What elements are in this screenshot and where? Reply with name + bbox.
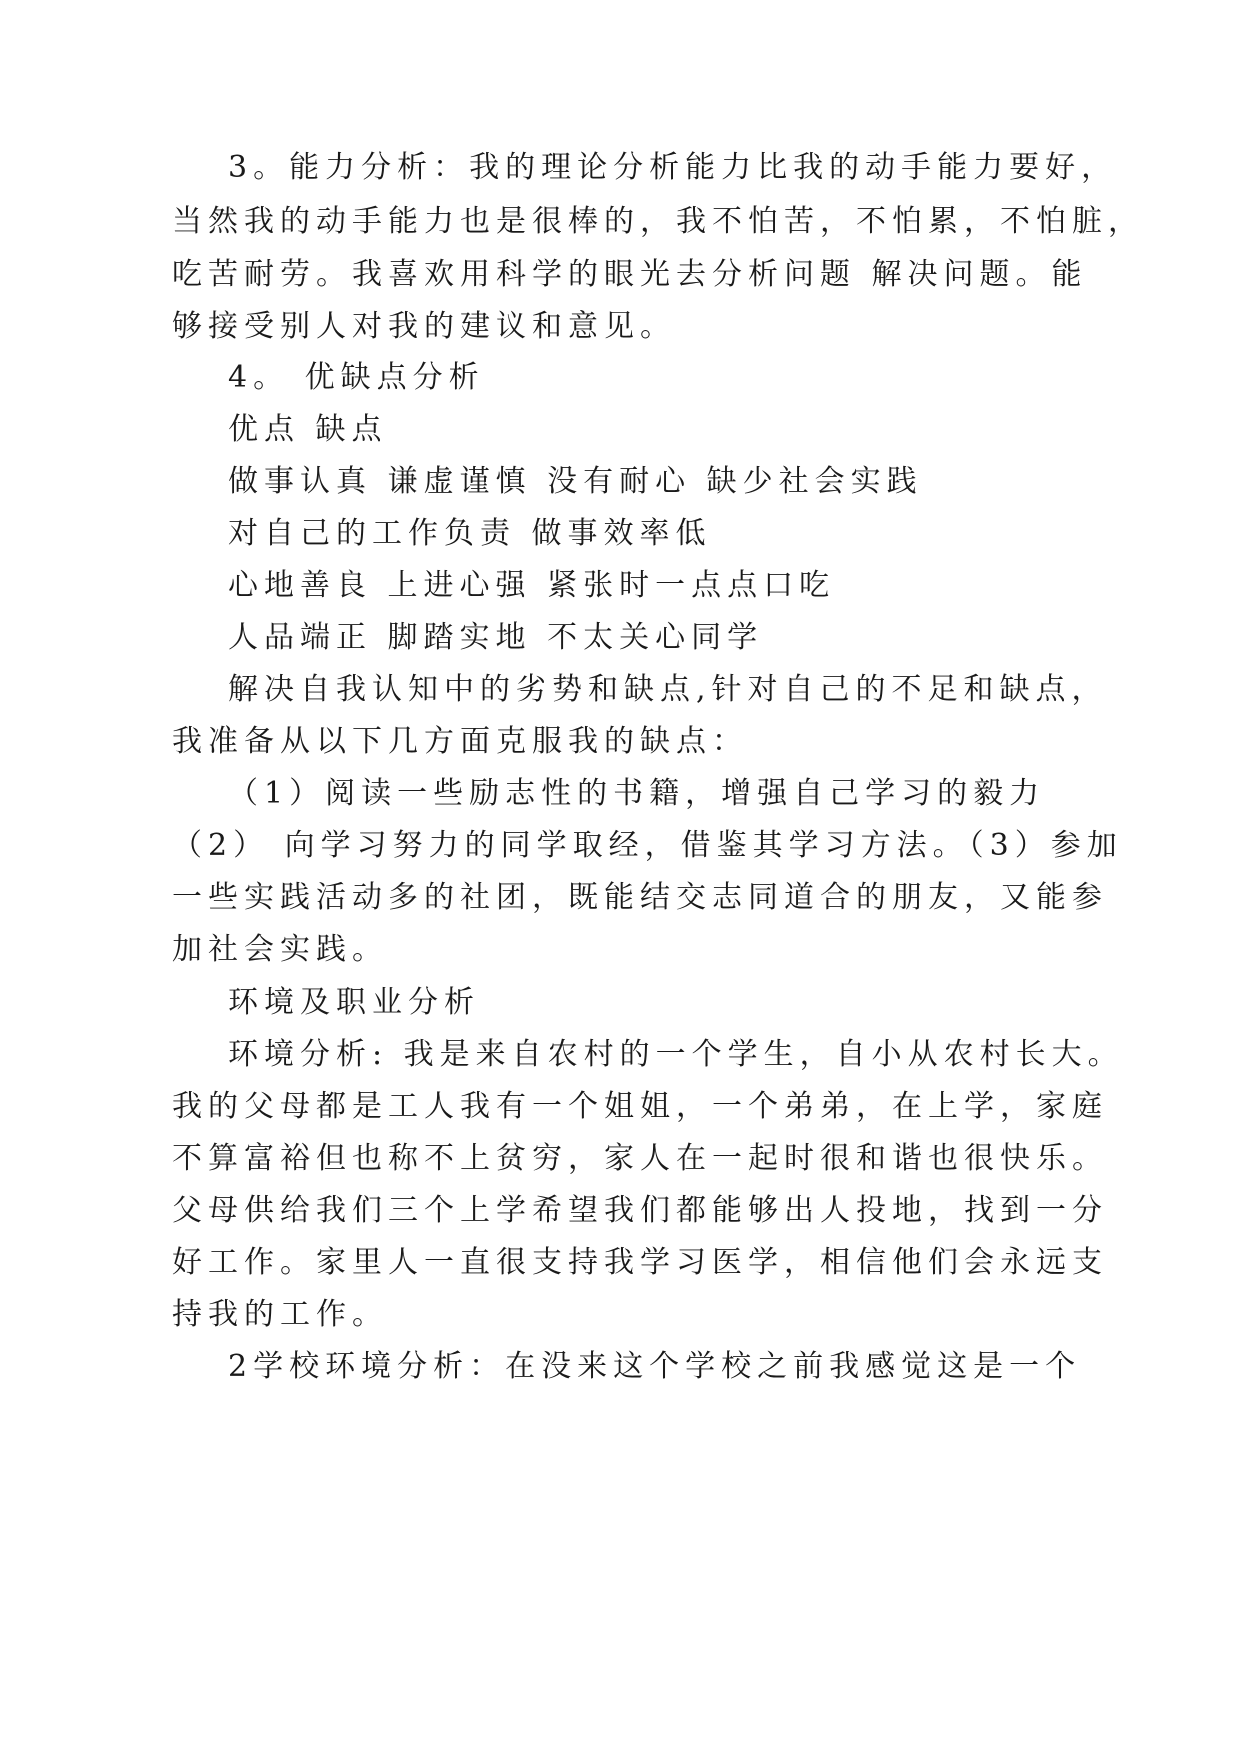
paragraph-line: 我的父母都是工人我有一个姐姐，一个弟弟，在上学，家庭: [172, 1089, 1108, 1124]
paragraph-line: 3。能力分析：我的理论分析能力比我的动手能力要好，: [228, 150, 1118, 185]
paragraph-line: 当然我的动手能力也是很棒的，我不怕苦，不怕累，不怕脏，: [172, 204, 1144, 239]
paragraph-line: 心地善良 上进心强 紧张时一点点口吃: [228, 568, 836, 603]
paragraph-line: 环境分析: 我是来自农村的一个学生，自小从农村长大。: [228, 1037, 1124, 1072]
paragraph-line: 持我的工作。: [172, 1297, 388, 1332]
paragraph-line: 人品端正 脚踏实地 不太关心同学: [228, 620, 764, 655]
paragraph-line: 父母供给我们三个上学希望我们都能够出人投地，找到一分: [172, 1193, 1108, 1228]
paragraph-line: 够接受别人对我的建议和意见。: [172, 309, 676, 344]
paragraph-line: 不算富裕但也称不上贫穷，家人在一起时很和谐也很快乐。: [172, 1141, 1108, 1176]
paragraph-line: （2） 向学习努力的同学取经，借鉴其学习方法。（3）参加: [172, 828, 1123, 863]
paragraph-line: 加社会实践。: [172, 932, 388, 967]
paragraph-line: 吃苦耐劳。我喜欢用科学的眼光去分析问题 解决问题。能: [172, 257, 1088, 292]
paragraph-line: （1）阅读一些励志性的书籍，增强自己学习的毅力: [228, 776, 1046, 811]
paragraph-line: 一些实践活动多的社团，既能结交志同道合的朋友，又能参: [172, 880, 1108, 915]
paragraph-line: 优点 缺点: [228, 412, 388, 447]
paragraph-line: 我准备从以下几方面克服我的缺点：: [172, 724, 748, 759]
paragraph-line: 2学校环境分析：在没来这个学校之前我感觉这是一个: [228, 1349, 1082, 1384]
section-heading: 环境及职业分析: [228, 985, 480, 1020]
section-heading: 4。 优缺点分析: [228, 360, 485, 395]
paragraph-line: 做事认真 谦虚谨慎 没有耐心 缺少社会实践: [228, 464, 923, 499]
paragraph-line: 好工作。家里人一直很支持我学习医学，相信他们会永远支: [172, 1245, 1108, 1280]
paragraph-line: 解决自我认知中的劣势和缺点,针对自己的不足和缺点，: [228, 672, 1108, 707]
paragraph-line: 对自己的工作负责 做事效率低: [228, 516, 712, 551]
